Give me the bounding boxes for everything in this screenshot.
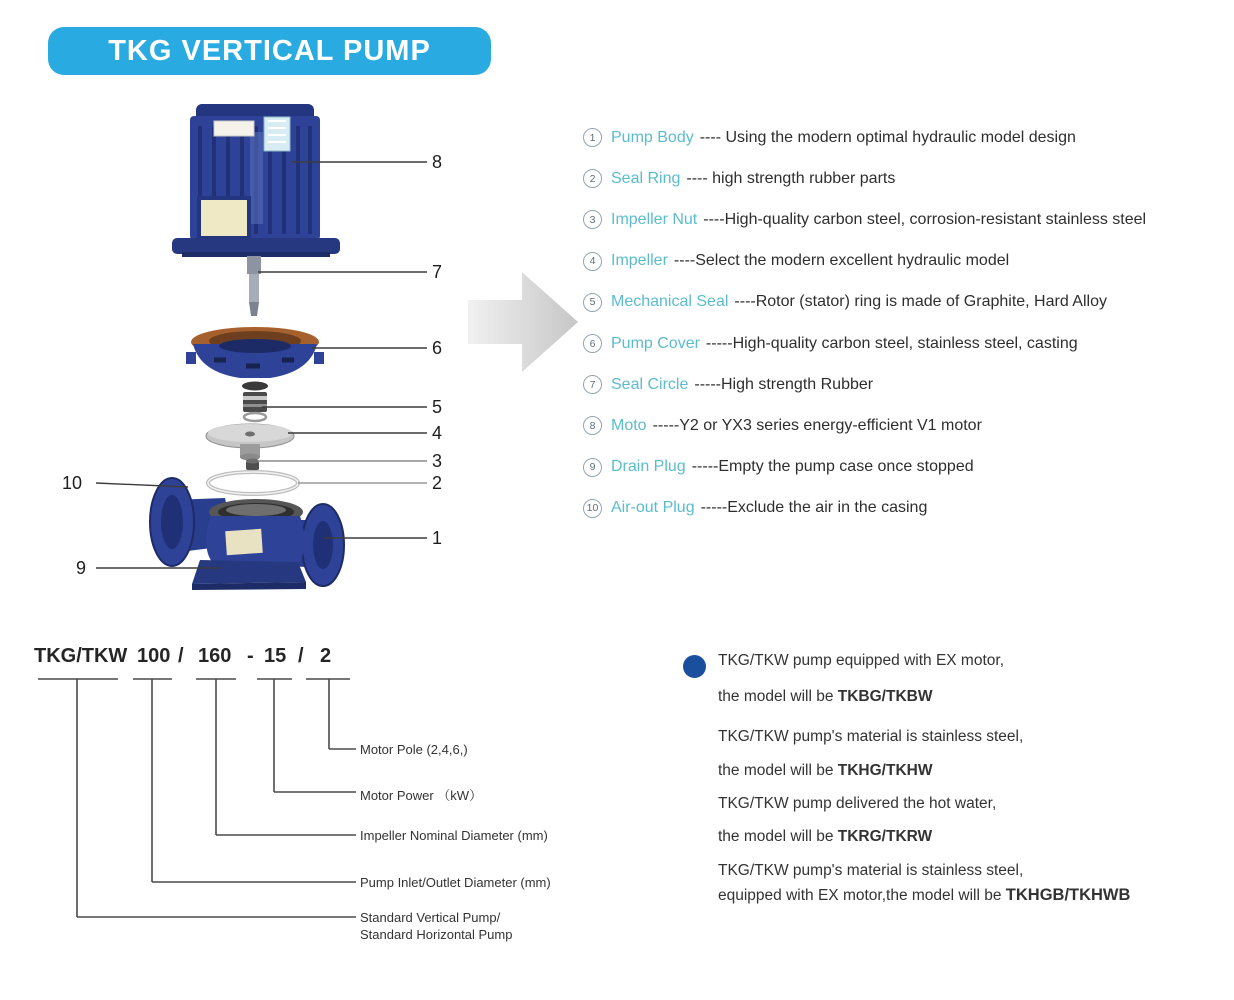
label-pump-type-line2: Standard Horizontal Pump <box>360 927 513 942</box>
mechanical-seal-part <box>242 382 268 422</box>
part-name: Drain Plug <box>611 458 686 476</box>
model-pole: 2 <box>320 645 332 667</box>
part-desc: ---- high strength rubber parts <box>686 169 896 187</box>
part-item-4 <box>583 241 1234 282</box>
part-desc: -----High-quality carbon steel, stainless steel, casting <box>705 334 1078 352</box>
callout-5: 5 <box>432 397 443 417</box>
part-name: Impeller <box>611 252 668 270</box>
part-item-9 <box>583 447 1234 488</box>
seal-ring-part <box>208 472 298 494</box>
circled-number: 1 <box>583 128 602 147</box>
part-desc: ----High-quality carbon steel, corrosion-resistant stainless steel <box>703 210 1147 228</box>
circled-number: 4 <box>583 252 602 271</box>
callout-1: 1 <box>432 528 443 548</box>
page-title: TKG VERTICAL PUMP <box>108 34 431 67</box>
label-pump-type-line1: Standard Vertical Pump/ <box>360 910 501 925</box>
part-item-3 <box>583 199 1234 240</box>
part-name: Pump Body <box>611 128 694 146</box>
part-name: Mechanical Seal <box>611 293 729 311</box>
callout-9: 9 <box>76 558 87 578</box>
label-impeller-diameter: Impeller Nominal Diameter (mm) <box>360 828 548 843</box>
circled-number: 2 <box>583 169 602 188</box>
circled-number: 8 <box>583 416 602 435</box>
part-item-8 <box>583 405 1234 446</box>
circled-number: 5 <box>583 293 602 312</box>
circled-number: 7 <box>583 375 602 394</box>
circled-number: 6 <box>583 334 602 353</box>
model-impeller-diameter: 160 <box>198 645 232 667</box>
part-desc: ----Select the modern excellent hydraulic model <box>673 252 1010 270</box>
note-line: TKG/TKW pump equipped with EX motor, <box>718 652 1005 669</box>
part-item-5 <box>583 282 1234 323</box>
arrow-right-icon <box>468 272 578 372</box>
model-code-tree <box>38 679 356 917</box>
callout-3: 3 <box>432 451 443 471</box>
part-item-1 <box>583 117 1234 158</box>
part-desc: -----Empty the pump case once stopped <box>691 458 974 476</box>
part-name: Pump Cover <box>611 334 700 352</box>
callout-6: 6 <box>432 338 443 358</box>
shaft-part <box>247 256 261 316</box>
motor-part <box>172 104 340 257</box>
model-separator: - <box>247 645 254 667</box>
part-desc: -----High strength Rubber <box>694 375 874 393</box>
label-inlet-diameter: Pump Inlet/Outlet Diameter (mm) <box>360 875 551 890</box>
note-line: TKG/TKW pump's material is stainless steel, <box>718 862 1024 879</box>
impeller-part <box>206 424 294 461</box>
note-line: equipped with EX motor,the model will be TKHGB/TKHWB <box>718 886 1131 904</box>
model-separator: / <box>178 645 184 667</box>
callout-8: 8 <box>432 152 443 172</box>
note-line: the model will be TKRG/TKRW <box>718 828 933 845</box>
impeller-nut-part <box>246 459 259 471</box>
part-desc: -----Y2 or YX3 series energy-efficient V1 motor <box>652 416 982 434</box>
model-separator: / <box>298 645 304 667</box>
part-name: Seal Ring <box>611 169 681 187</box>
note-line: the model will be TKHG/TKHW <box>718 762 933 779</box>
circled-number: 10 <box>583 499 602 518</box>
part-item-2 <box>583 158 1234 199</box>
model-power: 15 <box>264 645 287 667</box>
model-inlet-diameter: 100 <box>137 645 171 667</box>
part-name: Seal Circle <box>611 375 689 393</box>
label-motor-power: Motor Power （kW） <box>360 788 483 803</box>
bullet-icon <box>683 655 706 678</box>
part-item-6 <box>583 323 1234 364</box>
callout-10: 10 <box>62 473 83 493</box>
part-desc: -----Exclude the air in the casing <box>700 499 928 517</box>
part-item-10 <box>583 488 1234 529</box>
part-name: Moto <box>611 416 647 434</box>
note-line: TKG/TKW pump delivered the hot water, <box>718 795 997 812</box>
part-name: Air-out Plug <box>611 499 695 517</box>
label-motor-pole: Motor Pole (2,4,6,) <box>360 742 468 757</box>
note-line: TKG/TKW pump's material is stainless steel, <box>718 728 1024 745</box>
part-item-7 <box>583 364 1234 405</box>
callout-7: 7 <box>432 262 443 282</box>
part-name: Impeller Nut <box>611 210 698 228</box>
circled-number: 3 <box>583 210 602 229</box>
parts-list <box>583 117 1234 529</box>
model-series: TKG/TKW <box>34 645 128 667</box>
callout-2: 2 <box>432 473 443 493</box>
part-desc: ---- Using the modern optimal hydraulic model design <box>699 128 1076 146</box>
pump-cover-part <box>186 327 324 378</box>
part-desc: ----Rotor (stator) ring is made of Graphite, Hard Alloy <box>734 293 1107 311</box>
circled-number: 9 <box>583 458 602 477</box>
callout-4: 4 <box>432 423 443 443</box>
note-line: the model will be TKBG/TKBW <box>718 688 933 705</box>
